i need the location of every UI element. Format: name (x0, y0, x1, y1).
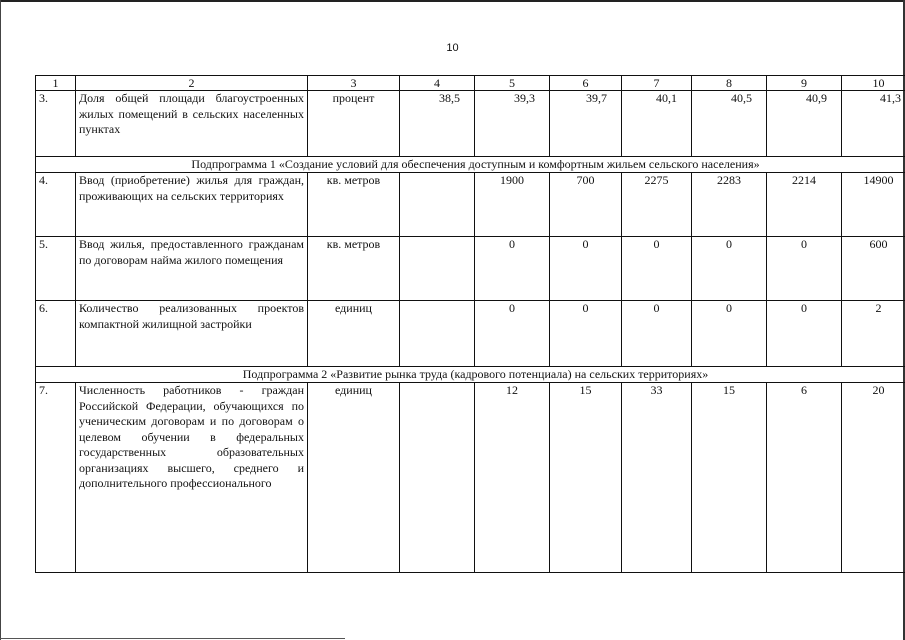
row-number: 5. (36, 237, 76, 301)
value-cell: 0 (692, 301, 767, 367)
value-cell: 0 (550, 301, 622, 367)
value-cell: 14900 (842, 173, 905, 237)
value-cell: 2 (842, 301, 905, 367)
indicator-name: Доля общей площади благоустроенных жилых помещений в сельских населенных пунктах (76, 91, 308, 157)
unit-cell: единиц (308, 383, 400, 573)
column-number: 2 (76, 76, 308, 91)
table-row (36, 91, 905, 157)
table-row (36, 237, 905, 301)
row-number: 6. (36, 301, 76, 367)
value-cell: 0 (767, 301, 842, 367)
indicators-table (35, 75, 905, 573)
value-cell: 2275 (622, 173, 692, 237)
unit-cell: кв. метров (308, 237, 400, 301)
indicator-name: Численность работников - граждан Российской Федерации, обучающихся по ученическим договорам и по договорам о целевом обучении в федеральных государственных образовательных организациях высшего, среднего и дополнительного профессионального (76, 383, 308, 573)
value-cell (400, 237, 475, 301)
value-cell: 2283 (692, 173, 767, 237)
value-cell: 0 (692, 237, 767, 301)
column-number: 1 (36, 76, 76, 91)
value-cell (400, 383, 475, 573)
column-number: 10 (842, 76, 905, 91)
value-cell (400, 301, 475, 367)
value-cell: 40,9 (767, 91, 842, 157)
page-frame-left (0, 0, 1, 640)
value-cell: 600 (842, 237, 905, 301)
unit-cell: кв. метров (308, 173, 400, 237)
table-row (36, 383, 905, 573)
column-number: 5 (475, 76, 550, 91)
column-number: 3 (308, 76, 400, 91)
value-cell: 0 (767, 237, 842, 301)
table-row (36, 301, 905, 367)
value-cell: 0 (622, 301, 692, 367)
page-frame-bottom (0, 638, 345, 639)
indicator-name: Количество реализованных проектов компактной жилищной застройки (76, 301, 308, 367)
value-cell: 0 (475, 237, 550, 301)
value-cell: 41,3 (842, 91, 905, 157)
column-number: 8 (692, 76, 767, 91)
subprogram-2-title: Подпрограмма 2 «Развитие рынка труда (кадрового потенциала) на сельских территориях» (36, 367, 905, 383)
unit-cell: единиц (308, 301, 400, 367)
value-cell: 0 (622, 237, 692, 301)
subprogram-row (36, 367, 905, 383)
row-number: 4. (36, 173, 76, 237)
indicator-name: Ввод (приобретение) жилья для граждан, проживающих на сельских территориях (76, 173, 308, 237)
value-cell: 700 (550, 173, 622, 237)
page-frame-top (0, 0, 905, 2)
value-cell (400, 173, 475, 237)
value-cell: 12 (475, 383, 550, 573)
value-cell: 40,1 (622, 91, 692, 157)
subprogram-1-title: Подпрограмма 1 «Создание условий для обеспечения доступным и комфортным жильем сельского населения» (36, 157, 905, 173)
table-row (36, 173, 905, 237)
value-cell: 39,3 (475, 91, 550, 157)
subprogram-row (36, 157, 905, 173)
value-cell: 15 (692, 383, 767, 573)
column-number-row (36, 76, 905, 91)
value-cell: 40,5 (692, 91, 767, 157)
indicator-name: Ввод жилья, предоставленного гражданам по договорам найма жилого помещения (76, 237, 308, 301)
value-cell: 20 (842, 383, 905, 573)
value-cell: 15 (550, 383, 622, 573)
value-cell: 1900 (475, 173, 550, 237)
column-number: 6 (550, 76, 622, 91)
value-cell: 2214 (767, 173, 842, 237)
value-cell: 6 (767, 383, 842, 573)
row-number: 3. (36, 91, 76, 157)
column-number: 9 (767, 76, 842, 91)
value-cell: 38,5 (400, 91, 475, 157)
value-cell: 33 (622, 383, 692, 573)
value-cell: 39,7 (550, 91, 622, 157)
column-number: 7 (622, 76, 692, 91)
value-cell: 0 (475, 301, 550, 367)
column-number: 4 (400, 76, 475, 91)
row-number: 7. (36, 383, 76, 573)
unit-cell: процент (308, 91, 400, 157)
value-cell: 0 (550, 237, 622, 301)
page-number: 10 (446, 42, 459, 54)
